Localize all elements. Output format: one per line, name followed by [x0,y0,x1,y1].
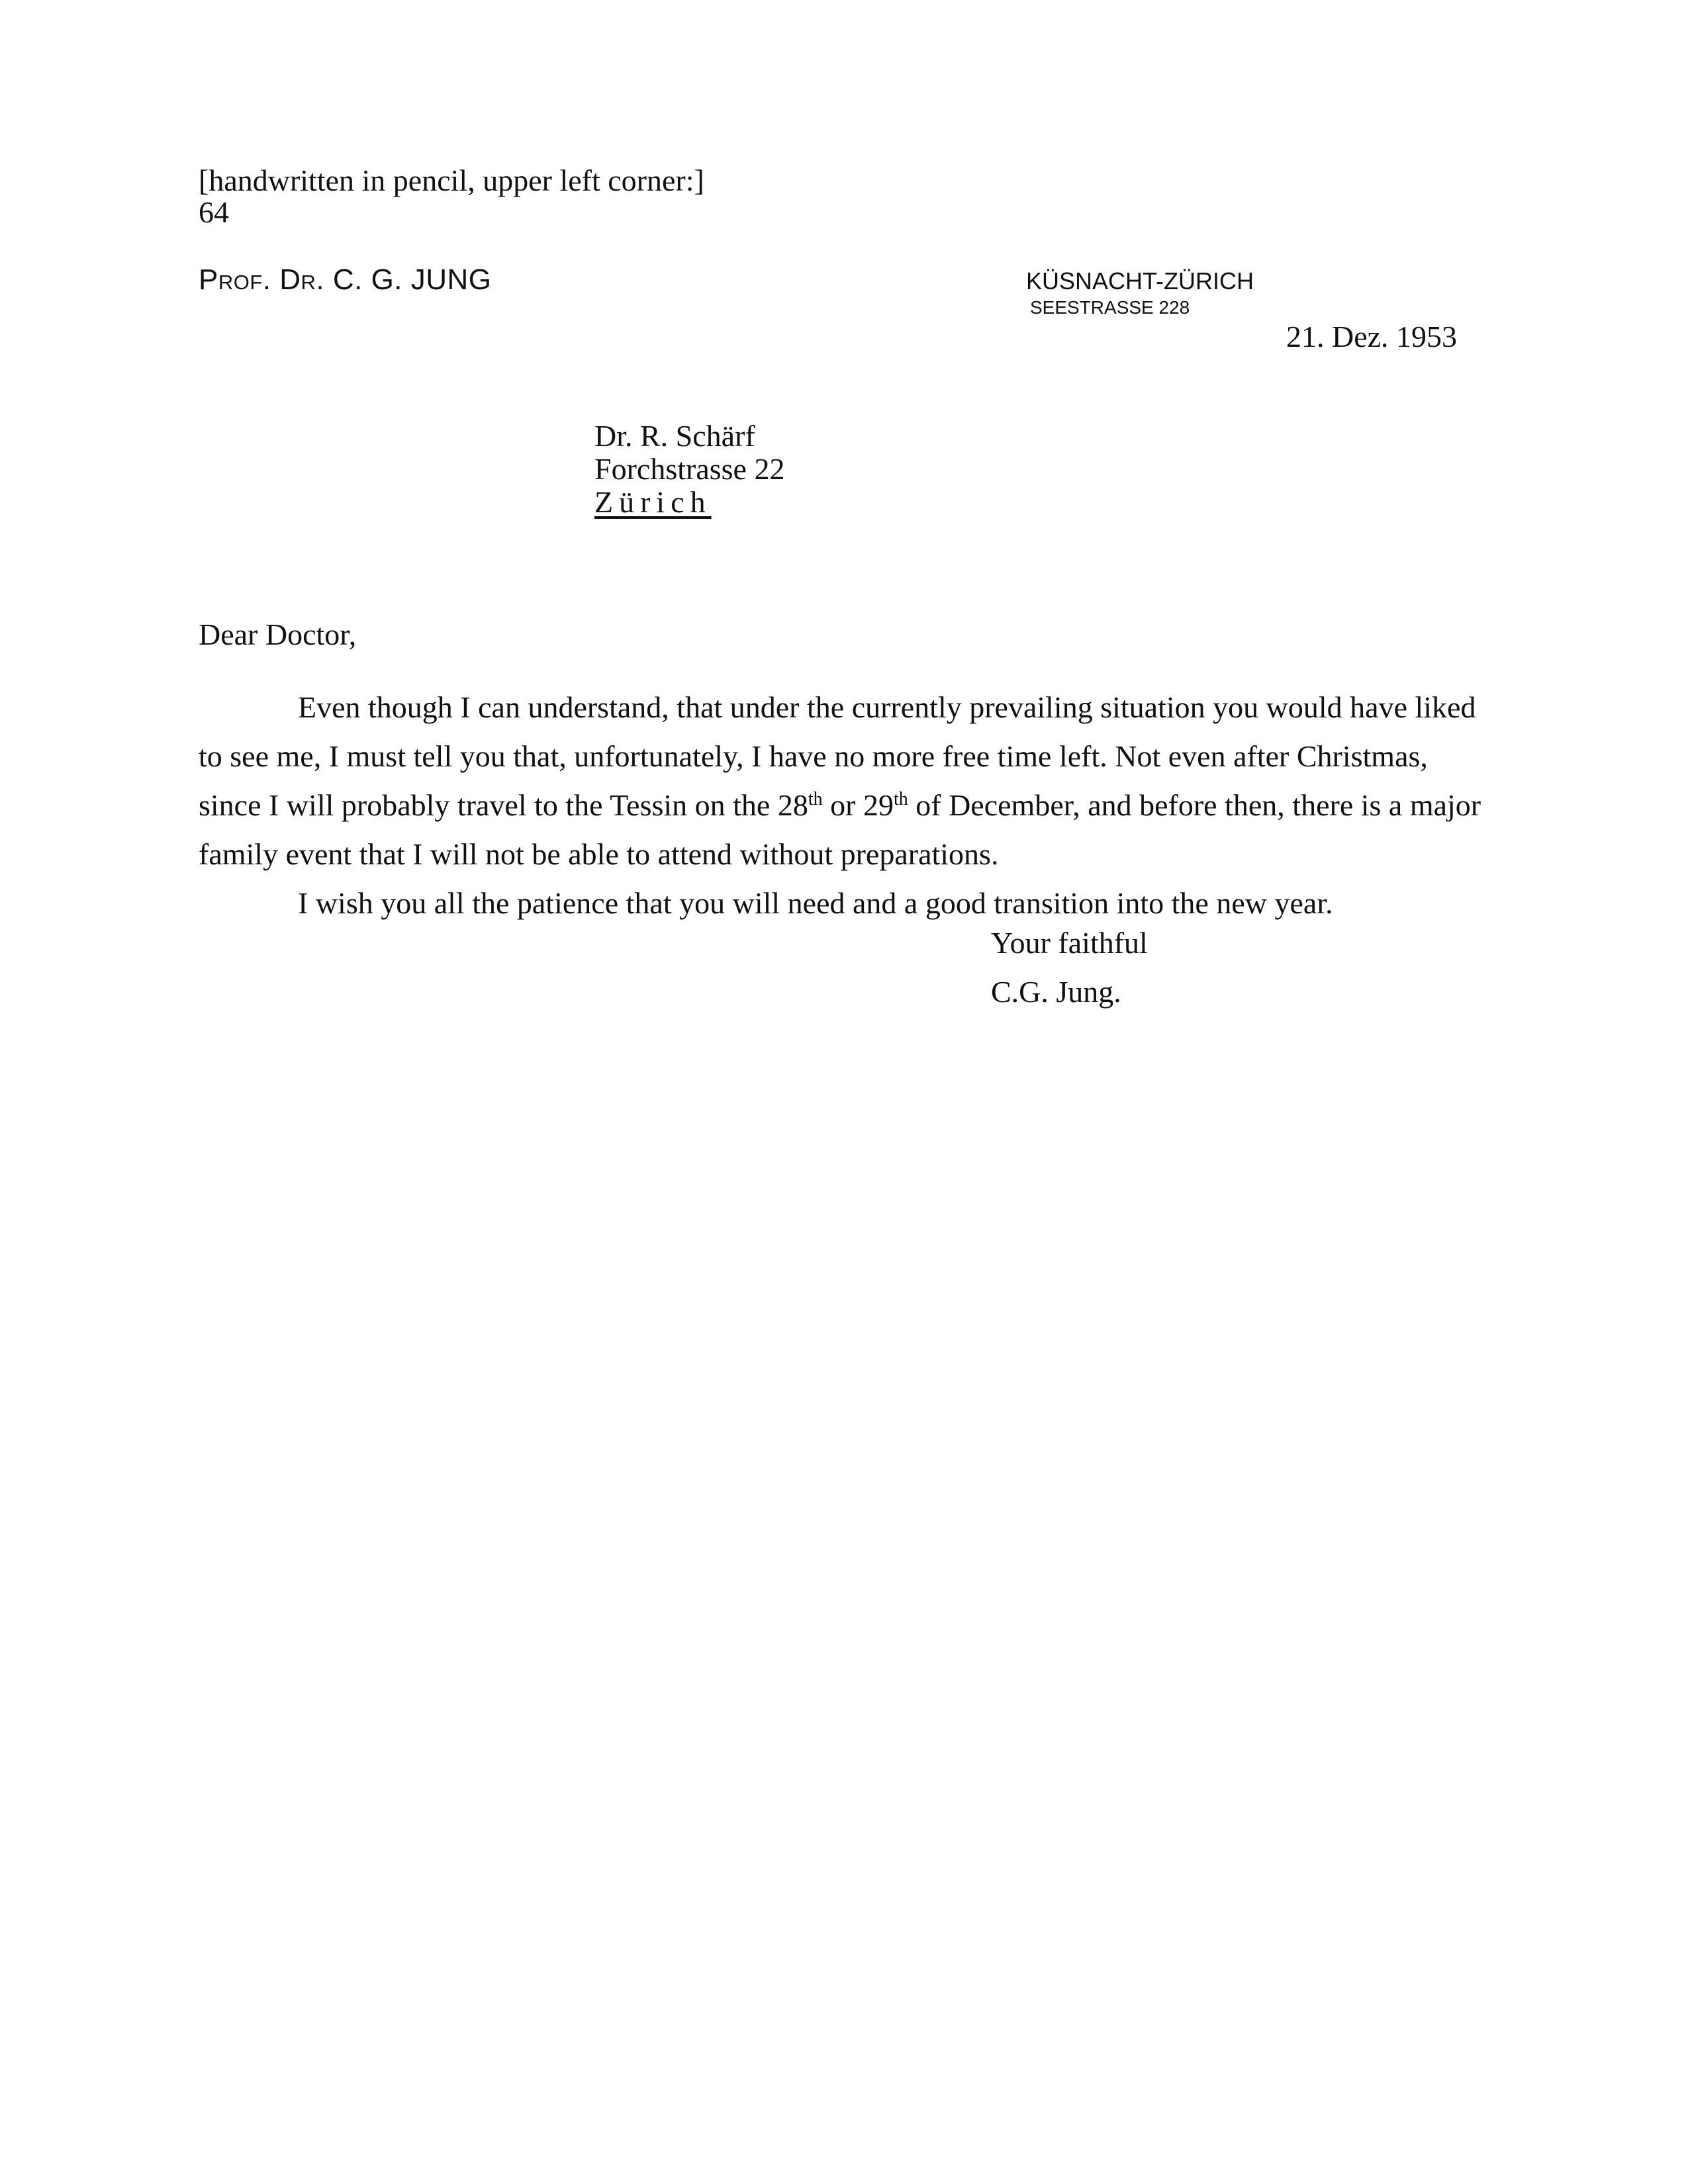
body-paragraph-2: I wish you all the patience that you will need and a good transition into the new year. [298,886,1333,920]
ordinal-suffix-28: th [808,789,823,809]
page-number: 64 [199,195,229,229]
letterhead-street: SEESTRASSE 228 [1030,297,1190,318]
recipient-city: Zürich [594,485,712,519]
transcription-note: [handwritten in pencil, upper left corner:] [199,163,704,197]
body-paragraph-1-part-c: of December, and before then, there is a major family event that I will not be able to attend without preparations. [199,788,1481,871]
recipient-name: Dr. R. Schärf [594,419,755,453]
body-paragraph-1-part-a: Even though I can understand, that under the currently prevailing situation you would have liked to see me, I must tell you that, unfortunately, I have no more free time left. Not even after Christmas, since I will probably travel to the Tessin on the 28 [199,690,1476,822]
letter-date: 21. Dez. 1953 [1286,320,1458,353]
letterhead-name: Prof. Dr. C. G. JUNG [199,263,492,296]
body-paragraph-1 [199,683,1496,879]
signature: C.G. Jung. [991,975,1121,1009]
letter-body [199,683,1496,928]
ordinal-suffix-29: th [893,789,908,809]
letterhead-place: KÜSNACHT-ZÜRICH [1026,267,1254,295]
salutation: Dear Doctor, [199,617,357,651]
closing: Your faithful [991,926,1148,960]
recipient-street: Forchstrasse 22 [594,452,785,486]
body-paragraph-1-part-b: or 29 [822,788,894,822]
